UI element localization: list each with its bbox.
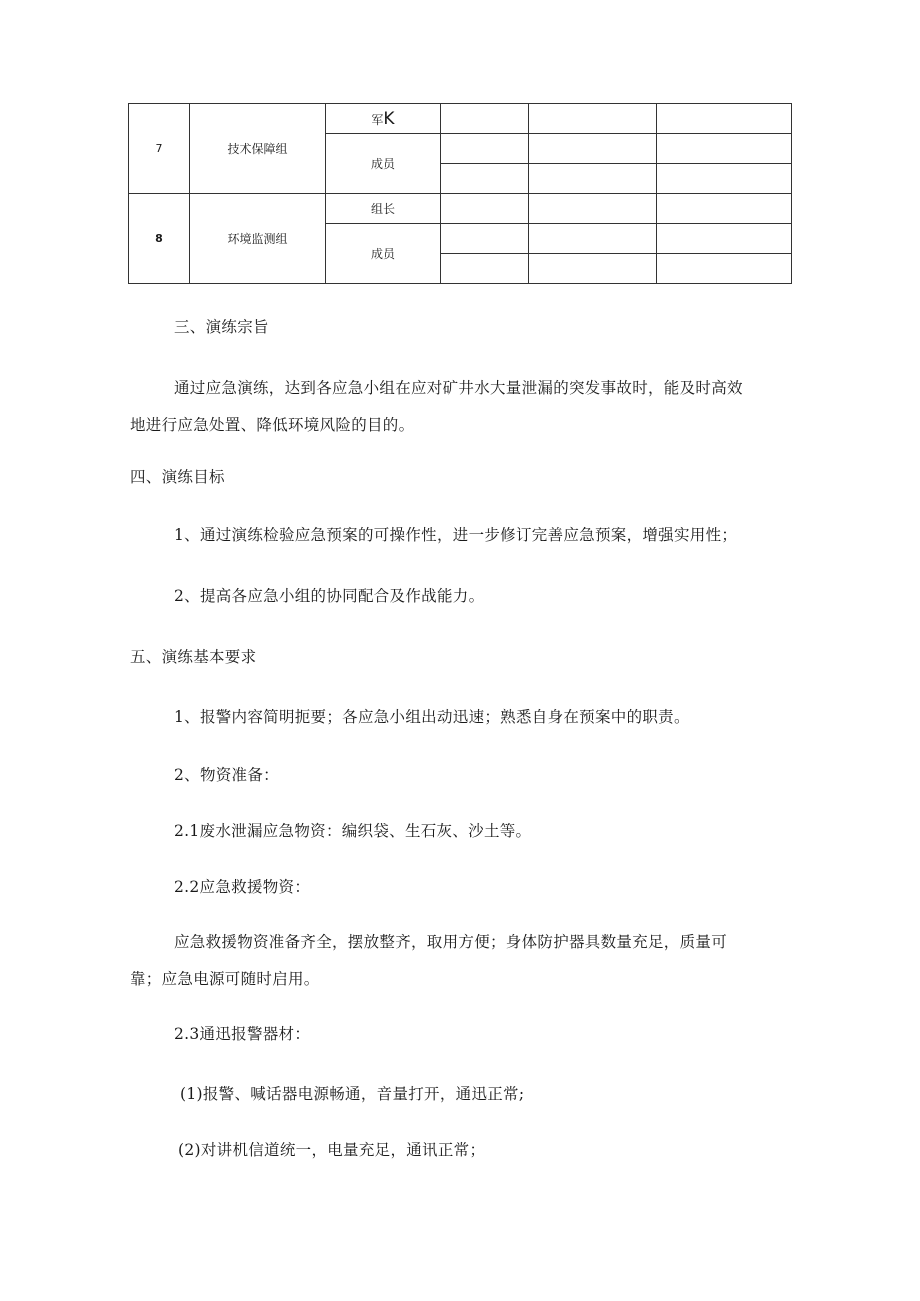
cell: [441, 194, 529, 224]
cell: [657, 194, 792, 224]
role-member: 成员: [326, 134, 441, 194]
cell: [529, 254, 657, 284]
cell: [441, 104, 529, 134]
section-5-item-2-1: 2.1废水泄漏应急物资：编织袋、生石灰、沙土等。: [174, 822, 532, 840]
cell: [529, 194, 657, 224]
row-number: 7: [129, 104, 190, 194]
group-name: 环境监测组: [190, 194, 326, 284]
section-4-title: 四、演练目标: [130, 468, 225, 486]
cell: [657, 104, 792, 134]
row-number: 8: [129, 194, 190, 284]
section-5-item-2-2-body: 应急救援物资准备齐全，摆放整齐，取用方便；身体防护器具数量充足，质量可靠；应急电源可随时启用。: [130, 933, 728, 988]
section-3-title: 三、演练宗旨: [174, 318, 269, 336]
section-5-item-2-3-2: (2)对讲机信道统一，电量充足，通讯正常；: [178, 1141, 486, 1159]
section-4-item-2: 2、提高各应急小组的协同配合及作战能力。: [174, 587, 485, 605]
cell: [529, 164, 657, 194]
section-5-item-2-2: 2.2应急救援物资：: [174, 878, 311, 896]
cell: [657, 164, 792, 194]
role-leader: 组长: [326, 194, 441, 224]
cell: [441, 164, 529, 194]
cell: [529, 134, 657, 164]
group-name: 技术保障组: [190, 104, 326, 194]
cell: [529, 224, 657, 254]
section-5-item-1: 1、报警内容简明扼要；各应急小组出动迅速；熟悉自身在预案中的职责。: [174, 708, 690, 726]
role-leader: 军K: [326, 104, 441, 134]
cell: [657, 134, 792, 164]
section-5-item-2-3: 2.3通迅报警器材：: [174, 1025, 311, 1043]
section-5-title: 五、演练基本要求: [130, 648, 257, 666]
section-5-item-2: 2、物资准备：: [174, 766, 279, 784]
cell: [441, 254, 529, 284]
organization-table: [128, 103, 792, 284]
cell: [657, 254, 792, 284]
cell: [441, 224, 529, 254]
cell: [441, 134, 529, 164]
cell: [529, 104, 657, 134]
cell: [657, 224, 792, 254]
section-4-item-1: 1、通过演练检验应急预案的可操作性，进一步修订完善应急预案，增强实用性；: [174, 526, 738, 544]
section-5-item-2-3-1: (1)报警、喊话器电源畅通，音量打开，通迅正常;: [180, 1085, 525, 1103]
role-member: 成员: [326, 224, 441, 284]
section-3-body: 通过应急演练，达到各应急小组在应对矿井水大量泄漏的突发事故时，能及时高效地进行应急处置、降低环境风险的目的。: [130, 379, 743, 434]
